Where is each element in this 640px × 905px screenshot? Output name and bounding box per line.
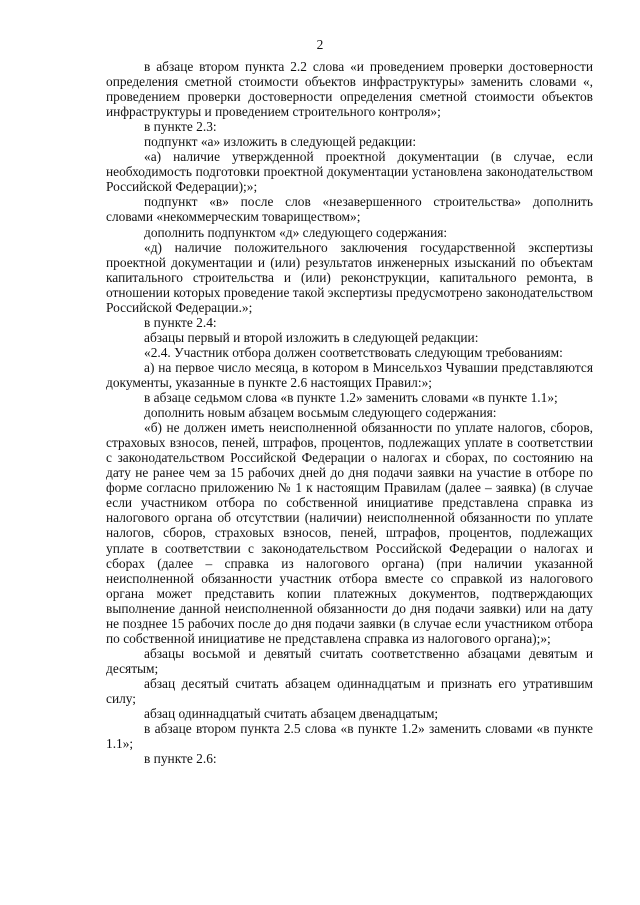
page-number: 2	[316, 37, 324, 52]
paragraph: абзацы первый и второй изложить в следующей редакции:	[144, 329, 479, 345]
paragraph: а) на первое число месяца, в котором в Минсельхоз Чувашии представляются документы, указанные в пункте 2.6 настоящих Правил:»;	[106, 359, 593, 390]
paragraph: в абзаце седьмом слова «в пункте 1.2» заменить словами «в пункте 1.1»;	[144, 390, 558, 406]
paragraph: абзац десятый считать абзацем одиннадцатым и признать его утратившим силу;	[106, 675, 593, 706]
paragraph: в абзаце втором пункта 2.5 слова «в пункте 1.2» заменить словами «в пункте 1.1»;	[106, 721, 593, 752]
paragraph: «д) наличие положительного заключения государственной экспертизы проектной документации и (или) результатов инженерных изысканий по объектам капитального строительства и (или) реконструкции, капитального ремонта, в отношении которых проведение такой экспертизы предусмотрено законодательством Российской Федерации.»;	[106, 239, 593, 315]
paragraph: дополнить новым абзацем восьмым следующего содержания:	[144, 405, 497, 421]
paragraph: абзацы восьмой и девятый считать соответственно абзацами девятым и десятым;	[106, 645, 593, 676]
paragraph: в пункте 2.6:	[144, 751, 217, 767]
paragraph: «а) наличие утвержденной проектной документации (в случае, если необходимость подготовки проектной документации установлена законодательством Российской Федерации);»;	[106, 149, 593, 195]
paragraph: в пункте 2.3:	[144, 119, 217, 135]
paragraph: «2.4. Участник отбора должен соответствовать следующим требованиям:	[144, 344, 563, 360]
paragraph: подпункт «в» после слов «незавершенного строительства» дополнить словами «некоммерческим товариществом»;	[106, 194, 593, 225]
paragraph: дополнить подпунктом «д» следующего содержания:	[144, 224, 448, 240]
paragraph: абзац одиннадцатый считать абзацем двенадцатым;	[144, 706, 439, 722]
paragraph: подпункт «а» изложить в следующей редакции:	[144, 134, 417, 150]
paragraph: «б) не должен иметь неисполненной обязанности по уплате налогов, сборов, страховых взносов, пеней, штрафов, процентов, подлежащих уплате в соответствии с законодательством Российской Федерации о налогах и сборах, по состоянию на дату не ранее чем за 15 рабочих дней до дня подачи заявки на участие в отборе по форме согласно приложению № 1 к настоящим Правилам (далее – заявка) (в случае если участником отбора по собственной инициативе представлена справка из налогового органа об отсутствии (наличии) неисполненной обязанности по уплате налогов, сборов, страховых взносов, пеней, штрафов, процентов, подлежащих уплате в соответствии с законодательством Российской Федерации о налогах и сборах (далее – справка из налогового органа) (при наличии указанной неисполненной обязанности участник отбора вместе со справкой из налогового органа может представить копии платежных документов, подтверждающих выполнение данной неисполненной обязанности до дня подачи заявки) или на дату не позднее 15 рабочих после до дня подачи заявки (в случае если участником отбора по собственной инициативе не представлена справка из налогового органа);»;	[106, 420, 593, 646]
paragraph: в пункте 2.4:	[144, 314, 217, 330]
paragraph: в абзаце втором пункта 2.2 слова «и проведением проверки достоверности определения сметной стоимости объектов инфраструктуры» заменить словами «, проведением проверки достоверности определения сметной стоимости объектов инфраструктуры и проведением строительного контроля»;	[106, 59, 593, 120]
document-body	[106, 59, 593, 766]
